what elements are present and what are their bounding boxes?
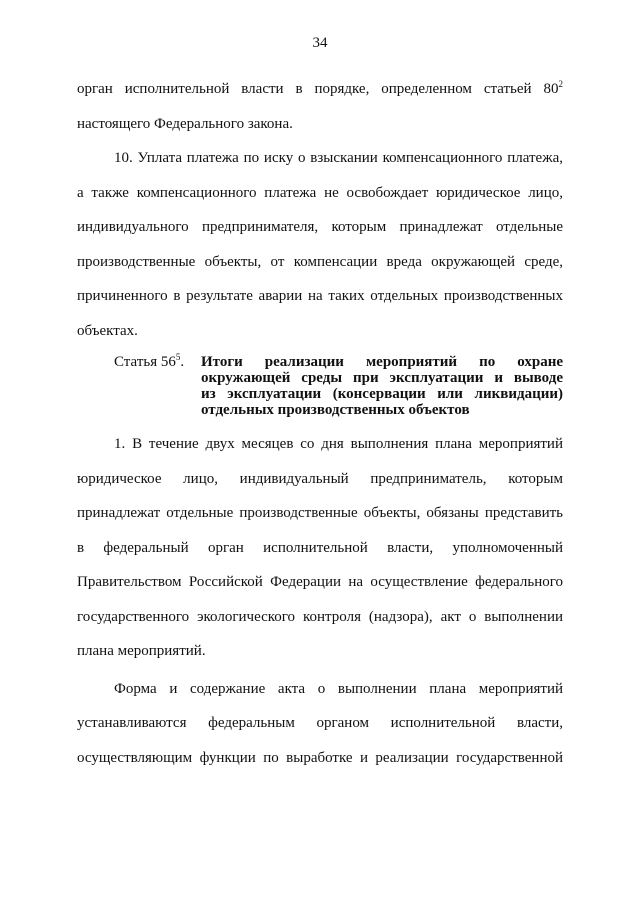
text-line: устанавливаются федеральным органом исполнительной власти, bbox=[77, 715, 563, 731]
text-line-content: орган исполнительной власти в порядке, определенном статьей 80 bbox=[77, 81, 559, 97]
text-line: принадлежат отдельные производственные объекты, обязаны представить bbox=[77, 505, 563, 521]
paragraph-form bbox=[77, 672, 563, 776]
article-title-line: из эксплуатации (консервации или ликвидации) bbox=[201, 386, 563, 402]
text-line: в федеральный орган исполнительной власти, уполномоченный bbox=[77, 539, 563, 556]
text-line: юридическое лицо, индивидуальный предприниматель, которым bbox=[77, 470, 563, 487]
text-line bbox=[77, 72, 563, 107]
text-line: плана мероприятий. bbox=[77, 643, 206, 659]
text-line: 10. Уплата платежа по иску о взыскании компенсационного платежа, bbox=[114, 150, 563, 166]
article-number bbox=[77, 354, 201, 418]
page-number: 34 bbox=[312, 35, 328, 51]
paragraph-10 bbox=[77, 141, 563, 348]
paragraph-1 bbox=[77, 427, 563, 669]
text-line: осуществляющим функции по выработке и реализации государственной bbox=[77, 749, 563, 766]
article-title-line: окружающей среды при эксплуатации и выводе bbox=[201, 370, 563, 386]
superscript: 2 bbox=[558, 79, 563, 89]
document-body bbox=[77, 72, 563, 775]
superscript: 5 bbox=[175, 352, 181, 362]
article-heading bbox=[77, 354, 563, 418]
text-line: индивидуального предпринимателя, которым принадлежат отдельные bbox=[77, 219, 563, 235]
text-line: а также компенсационного платежа не освобождает юридическое лицо, bbox=[77, 184, 563, 201]
text-line: причиненного в результате аварии на таких отдельных производственных bbox=[77, 288, 563, 304]
article-title bbox=[201, 354, 563, 418]
text-line: производственные объекты, от компенсации вреда окружающей среде, bbox=[77, 253, 563, 270]
text-line: Форма и содержание акта о выполнении плана мероприятий bbox=[114, 680, 563, 697]
text-line: объектах. bbox=[77, 322, 138, 339]
article-title-line: Итоги реализации мероприятий по охране bbox=[201, 354, 563, 370]
paragraph-continuation bbox=[77, 72, 563, 141]
text-line: 1. В течение двух месяцев со дня выполнения плана мероприятий bbox=[114, 436, 563, 452]
article-label-suffix: . bbox=[180, 354, 185, 370]
text-line: Правительством Российской Федерации на осуществление федерального bbox=[77, 574, 563, 590]
text-line: настоящего Федерального закона. bbox=[77, 115, 293, 132]
text-line: государственного экологического контроля (надзора), акт о выполнении bbox=[77, 608, 563, 625]
article-title-line: отдельных производственных объектов bbox=[201, 402, 470, 418]
article-label-text: Статья 56 bbox=[114, 354, 176, 370]
